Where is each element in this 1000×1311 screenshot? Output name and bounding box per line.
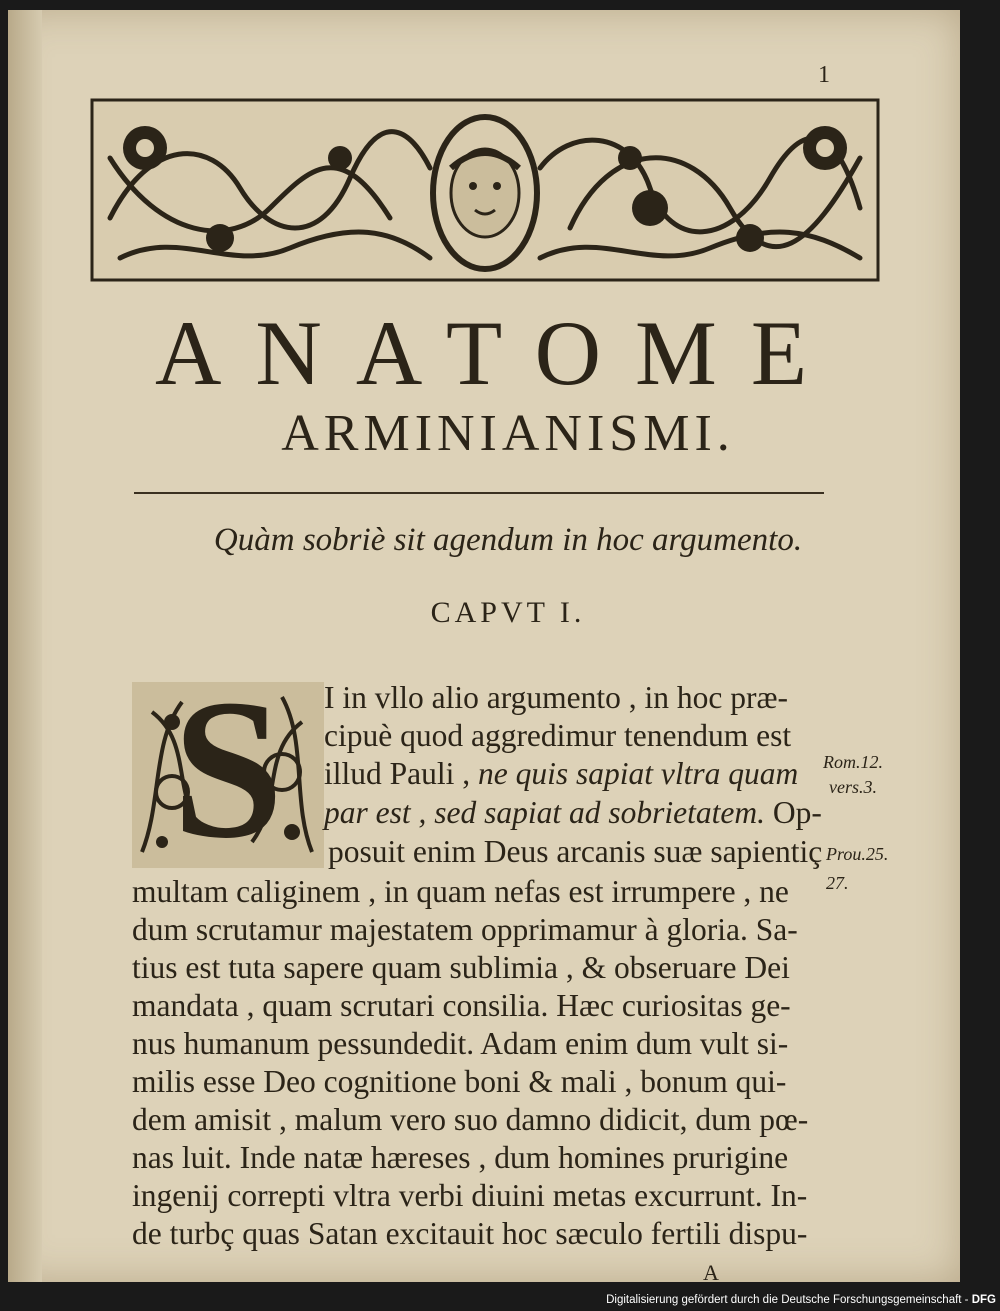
title-subtitle: ARMINIANISMI. — [281, 405, 735, 462]
body-line: tius est tuta sapere quam sublimia , & obseruare Dei — [132, 950, 790, 985]
decorated-initial — [132, 659, 324, 880]
body-line: nus humanum pessundedit. Adam enim dum vult si- — [132, 1026, 789, 1061]
horizontal-rule — [134, 492, 824, 494]
signature-mark: A — [703, 1260, 719, 1285]
body-line: dem amisit , malum vero suo damno didicit, dum pœ- — [132, 1102, 809, 1137]
ornamental-headpiece — [90, 98, 880, 282]
body-line: milis esse Deo cognitione boni & mali , bonum qui- — [132, 1064, 787, 1099]
drop-cap-letter: S — [172, 659, 284, 880]
margin-note: Prou.25. 27. — [826, 844, 889, 893]
binding-gutter — [8, 10, 42, 1282]
body-line: cipuè quod aggredimur tenendum est — [324, 718, 792, 753]
body-line: multam caliginem , in quam nefas est irrumpere , ne — [132, 874, 789, 909]
body-line: nas luit. Inde natæ hæreses , dum homines prurigine — [132, 1140, 789, 1175]
margin-note: Rom.12. vers.3. — [823, 752, 883, 797]
footer-credit — [596, 1290, 1000, 1311]
body-line: mandata , quam scrutari consilia. Hæc curiositas ge- — [132, 988, 791, 1023]
footer-text: Digitalisierung gefördert durch die Deutsche Forschungsgemeinschaft - — [606, 1294, 969, 1306]
book-page — [8, 10, 960, 1285]
body-line: posuit enim Deus arcanis suæ sapientiç — [328, 834, 823, 869]
page-number: 1 — [818, 62, 830, 88]
body-line: I in vllo alio argumento , in hoc præ- — [324, 680, 788, 715]
body-line: ingenij correpti vltra verbi diuini metas excurrunt. In- — [132, 1178, 808, 1213]
body-line: illud Pauli , ne quis sapiat vltra quam — [324, 756, 799, 791]
chapter-heading: Quàm sobriè sit agendum in hoc argumento. — [213, 522, 803, 558]
title-main: ANATOME — [154, 302, 842, 404]
chapter-number: CAPVT I. — [430, 596, 586, 629]
dfg-logo: DFG — [971, 1294, 996, 1306]
body-line: de turbç quas Satan excitauit hoc sæculo fertili dispu- — [132, 1216, 808, 1251]
body-line: dum scrutamur majestatem opprimamur à gloria. Sa- — [132, 912, 798, 947]
body-line: par est , sed sapiat ad sobrietatem. Op- — [324, 795, 822, 830]
